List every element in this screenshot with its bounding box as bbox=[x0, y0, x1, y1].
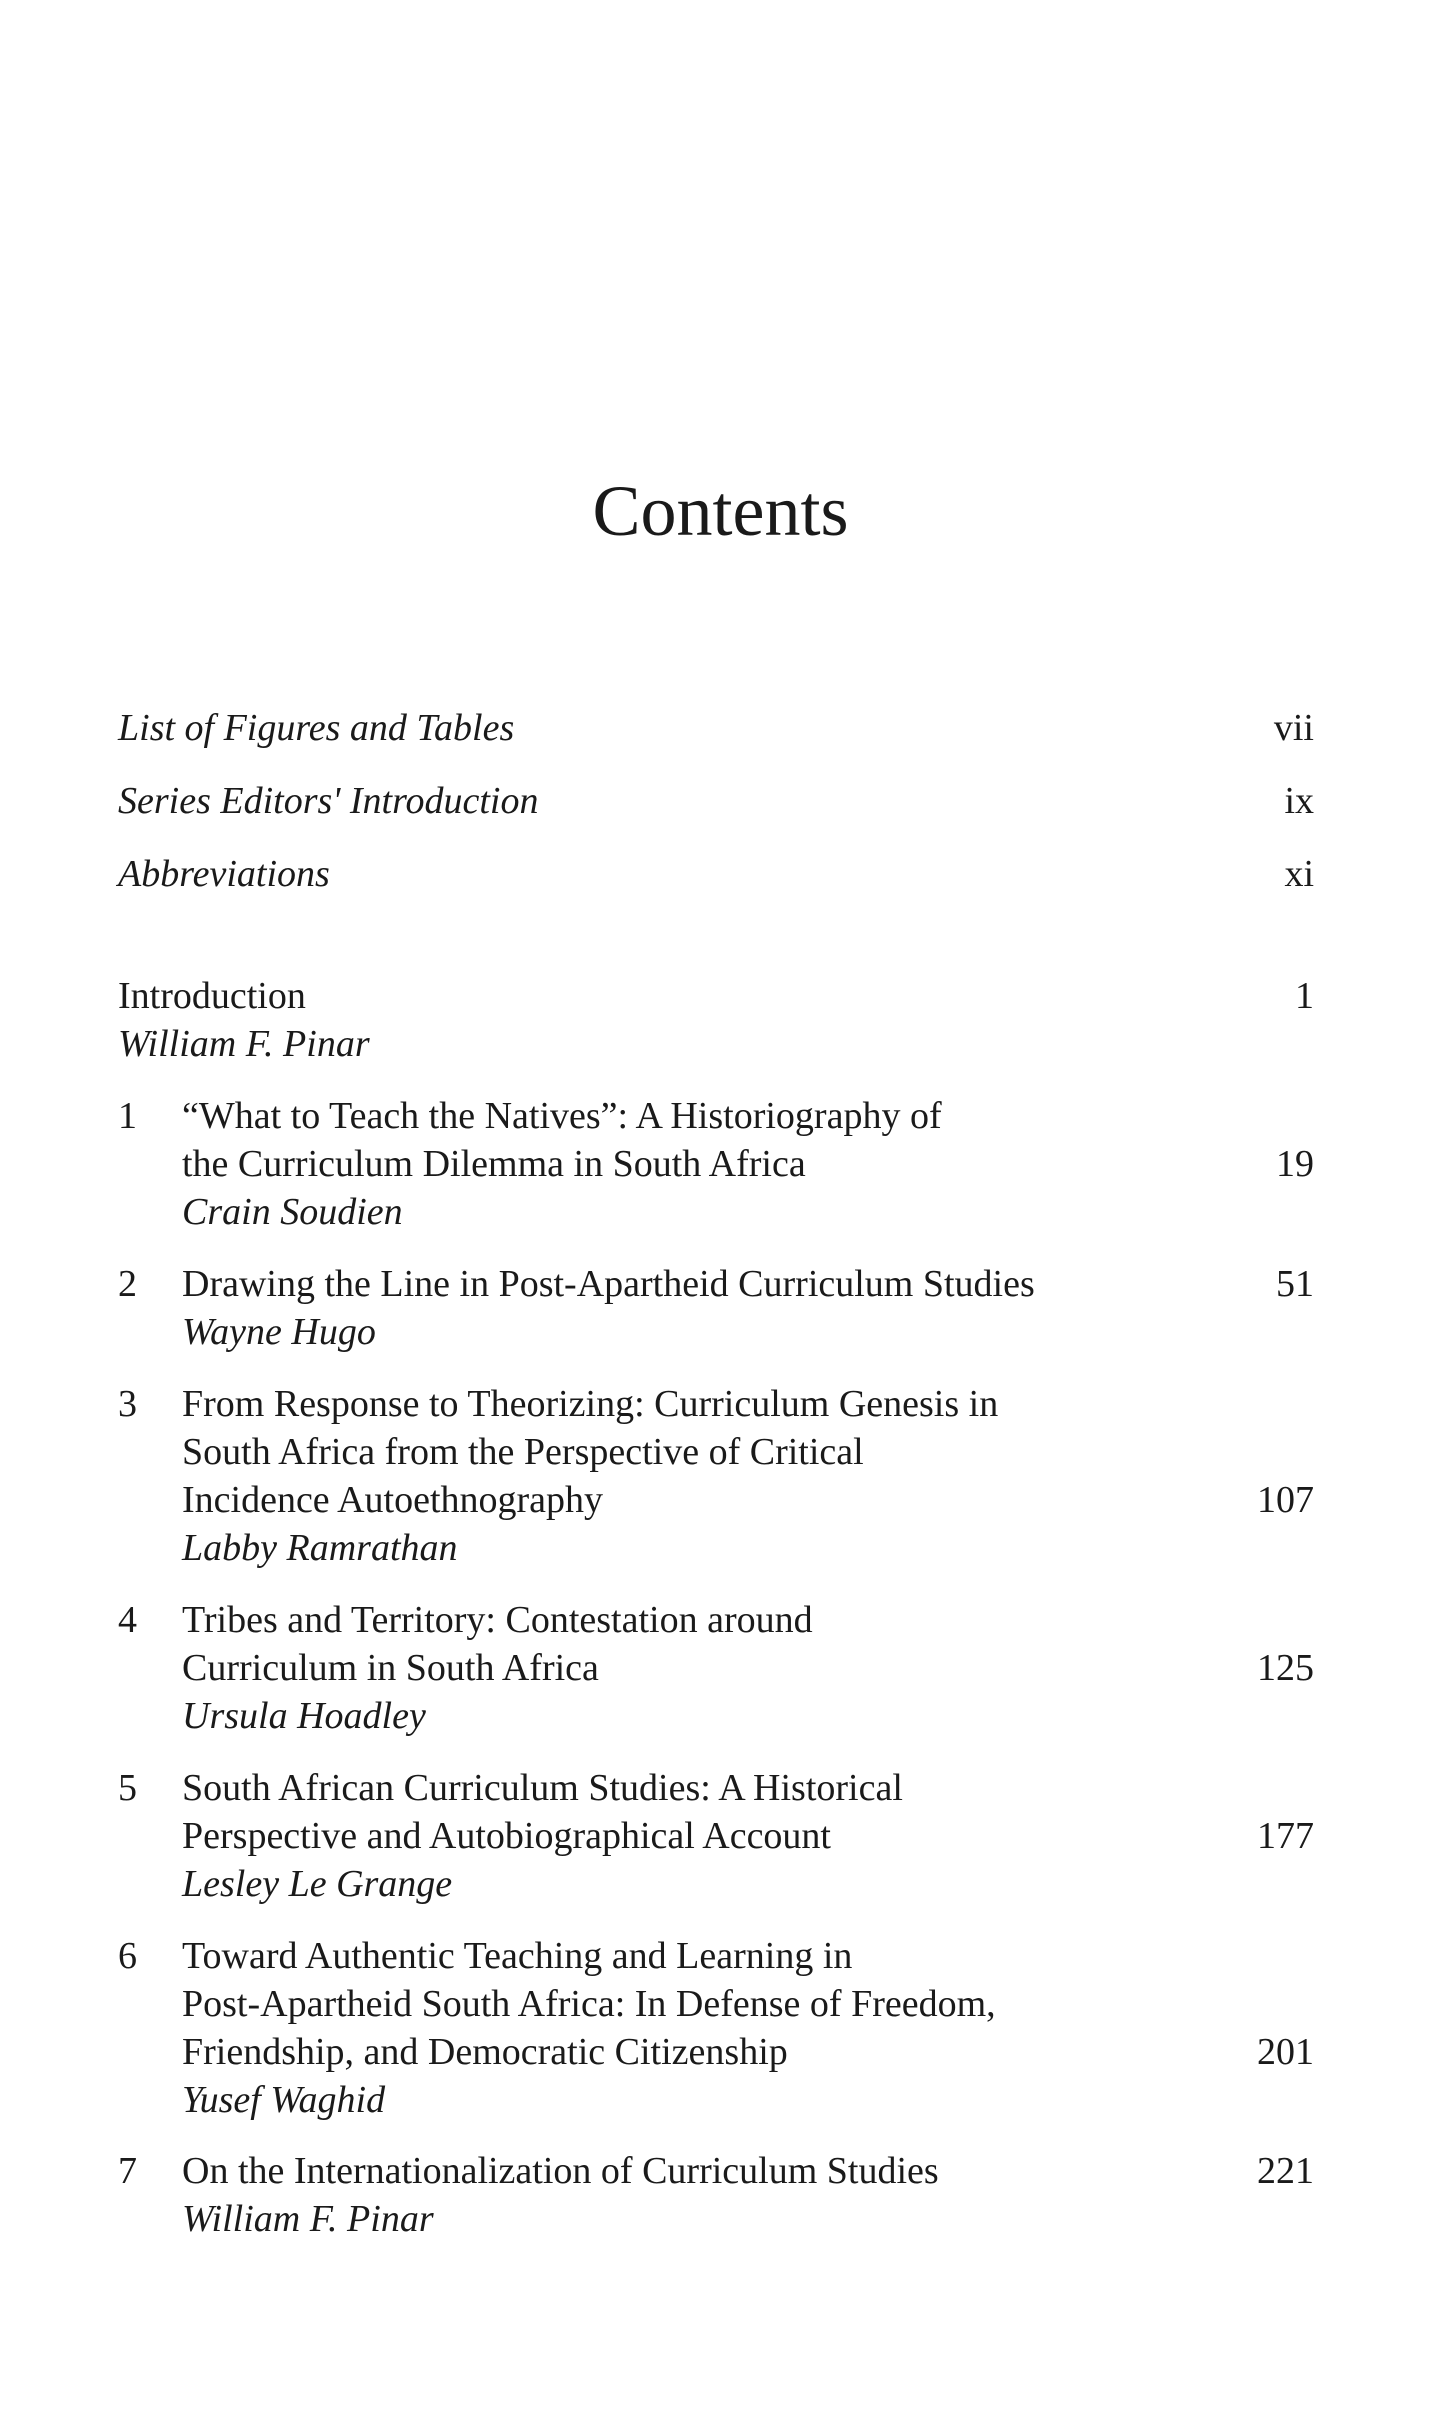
chapter-title-line: Curriculum in South Africa bbox=[182, 1647, 599, 1689]
toc-entry-page: 1 bbox=[1295, 975, 1314, 1017]
chapter-number: 6 bbox=[118, 1935, 137, 1977]
toc-entry-title: Introduction bbox=[118, 975, 306, 1017]
toc-entry-author: William F. Pinar bbox=[182, 2198, 434, 2240]
toc-entry-title: List of Figures and Tables bbox=[118, 707, 515, 749]
chapter-title-line: Friendship, and Democratic Citizenship bbox=[182, 2031, 788, 2073]
chapter-title-line: On the Internationalization of Curriculum Studies bbox=[182, 2150, 939, 2192]
toc-entry-title: Abbreviations bbox=[118, 853, 330, 895]
toc-entry-author: Ursula Hoadley bbox=[182, 1695, 426, 1737]
toc-entry-page: xi bbox=[1284, 853, 1314, 895]
chapter-title-line: South Africa from the Perspective of Critical bbox=[182, 1431, 864, 1473]
chapter-number: 2 bbox=[118, 1263, 137, 1305]
toc-entry-page: 19 bbox=[1276, 1143, 1314, 1185]
chapter-number: 7 bbox=[118, 2150, 137, 2192]
toc-entry-page: 177 bbox=[1257, 1815, 1314, 1857]
toc-entry-page: 107 bbox=[1257, 1479, 1314, 1521]
toc-entry-author: Wayne Hugo bbox=[182, 1311, 376, 1353]
chapter-number: 1 bbox=[118, 1095, 137, 1137]
chapter-title-line: Perspective and Autobiographical Account bbox=[182, 1815, 831, 1857]
chapter-title-line: South African Curriculum Studies: A Historical bbox=[182, 1767, 903, 1809]
chapter-title-line: Post-Apartheid South Africa: In Defense of Freedom, bbox=[182, 1983, 996, 2025]
chapter-number: 3 bbox=[118, 1383, 137, 1425]
toc-entry-author: Crain Soudien bbox=[182, 1191, 403, 1233]
chapter-number: 4 bbox=[118, 1599, 137, 1641]
toc-entry-page: 221 bbox=[1257, 2150, 1314, 2192]
chapter-title-line: Toward Authentic Teaching and Learning in bbox=[182, 1935, 853, 1977]
chapter-title-line: Incidence Autoethnography bbox=[182, 1479, 604, 1521]
chapter-number: 5 bbox=[118, 1767, 137, 1809]
toc-entry-author: William F. Pinar bbox=[118, 1023, 370, 1065]
page-title: Contents bbox=[592, 471, 849, 552]
toc-entry-title: Series Editors' Introduction bbox=[118, 780, 539, 822]
toc-entry-page: vii bbox=[1273, 707, 1314, 749]
toc-entry-author: Lesley Le Grange bbox=[182, 1863, 453, 1905]
toc-entry-page: 201 bbox=[1257, 2031, 1314, 2073]
toc-entry-author: Labby Ramrathan bbox=[182, 1527, 458, 1569]
chapter-title-line: “What to Teach the Natives”: A Historiography of bbox=[182, 1095, 942, 1137]
chapter-title-line: From Response to Theorizing: Curriculum Genesis in bbox=[182, 1383, 999, 1425]
toc-entry-page: 125 bbox=[1257, 1647, 1314, 1689]
chapter-title-line: the Curriculum Dilemma in South Africa bbox=[182, 1143, 806, 1185]
toc-entry-author: Yusef Waghid bbox=[182, 2079, 386, 2121]
toc-entry-page: ix bbox=[1284, 780, 1314, 822]
chapter-title-line: Tribes and Territory: Contestation around bbox=[182, 1599, 813, 1641]
chapter-title-line: Drawing the Line in Post-Apartheid Curriculum Studies bbox=[182, 1263, 1035, 1305]
toc-entry-page: 51 bbox=[1276, 1263, 1314, 1305]
